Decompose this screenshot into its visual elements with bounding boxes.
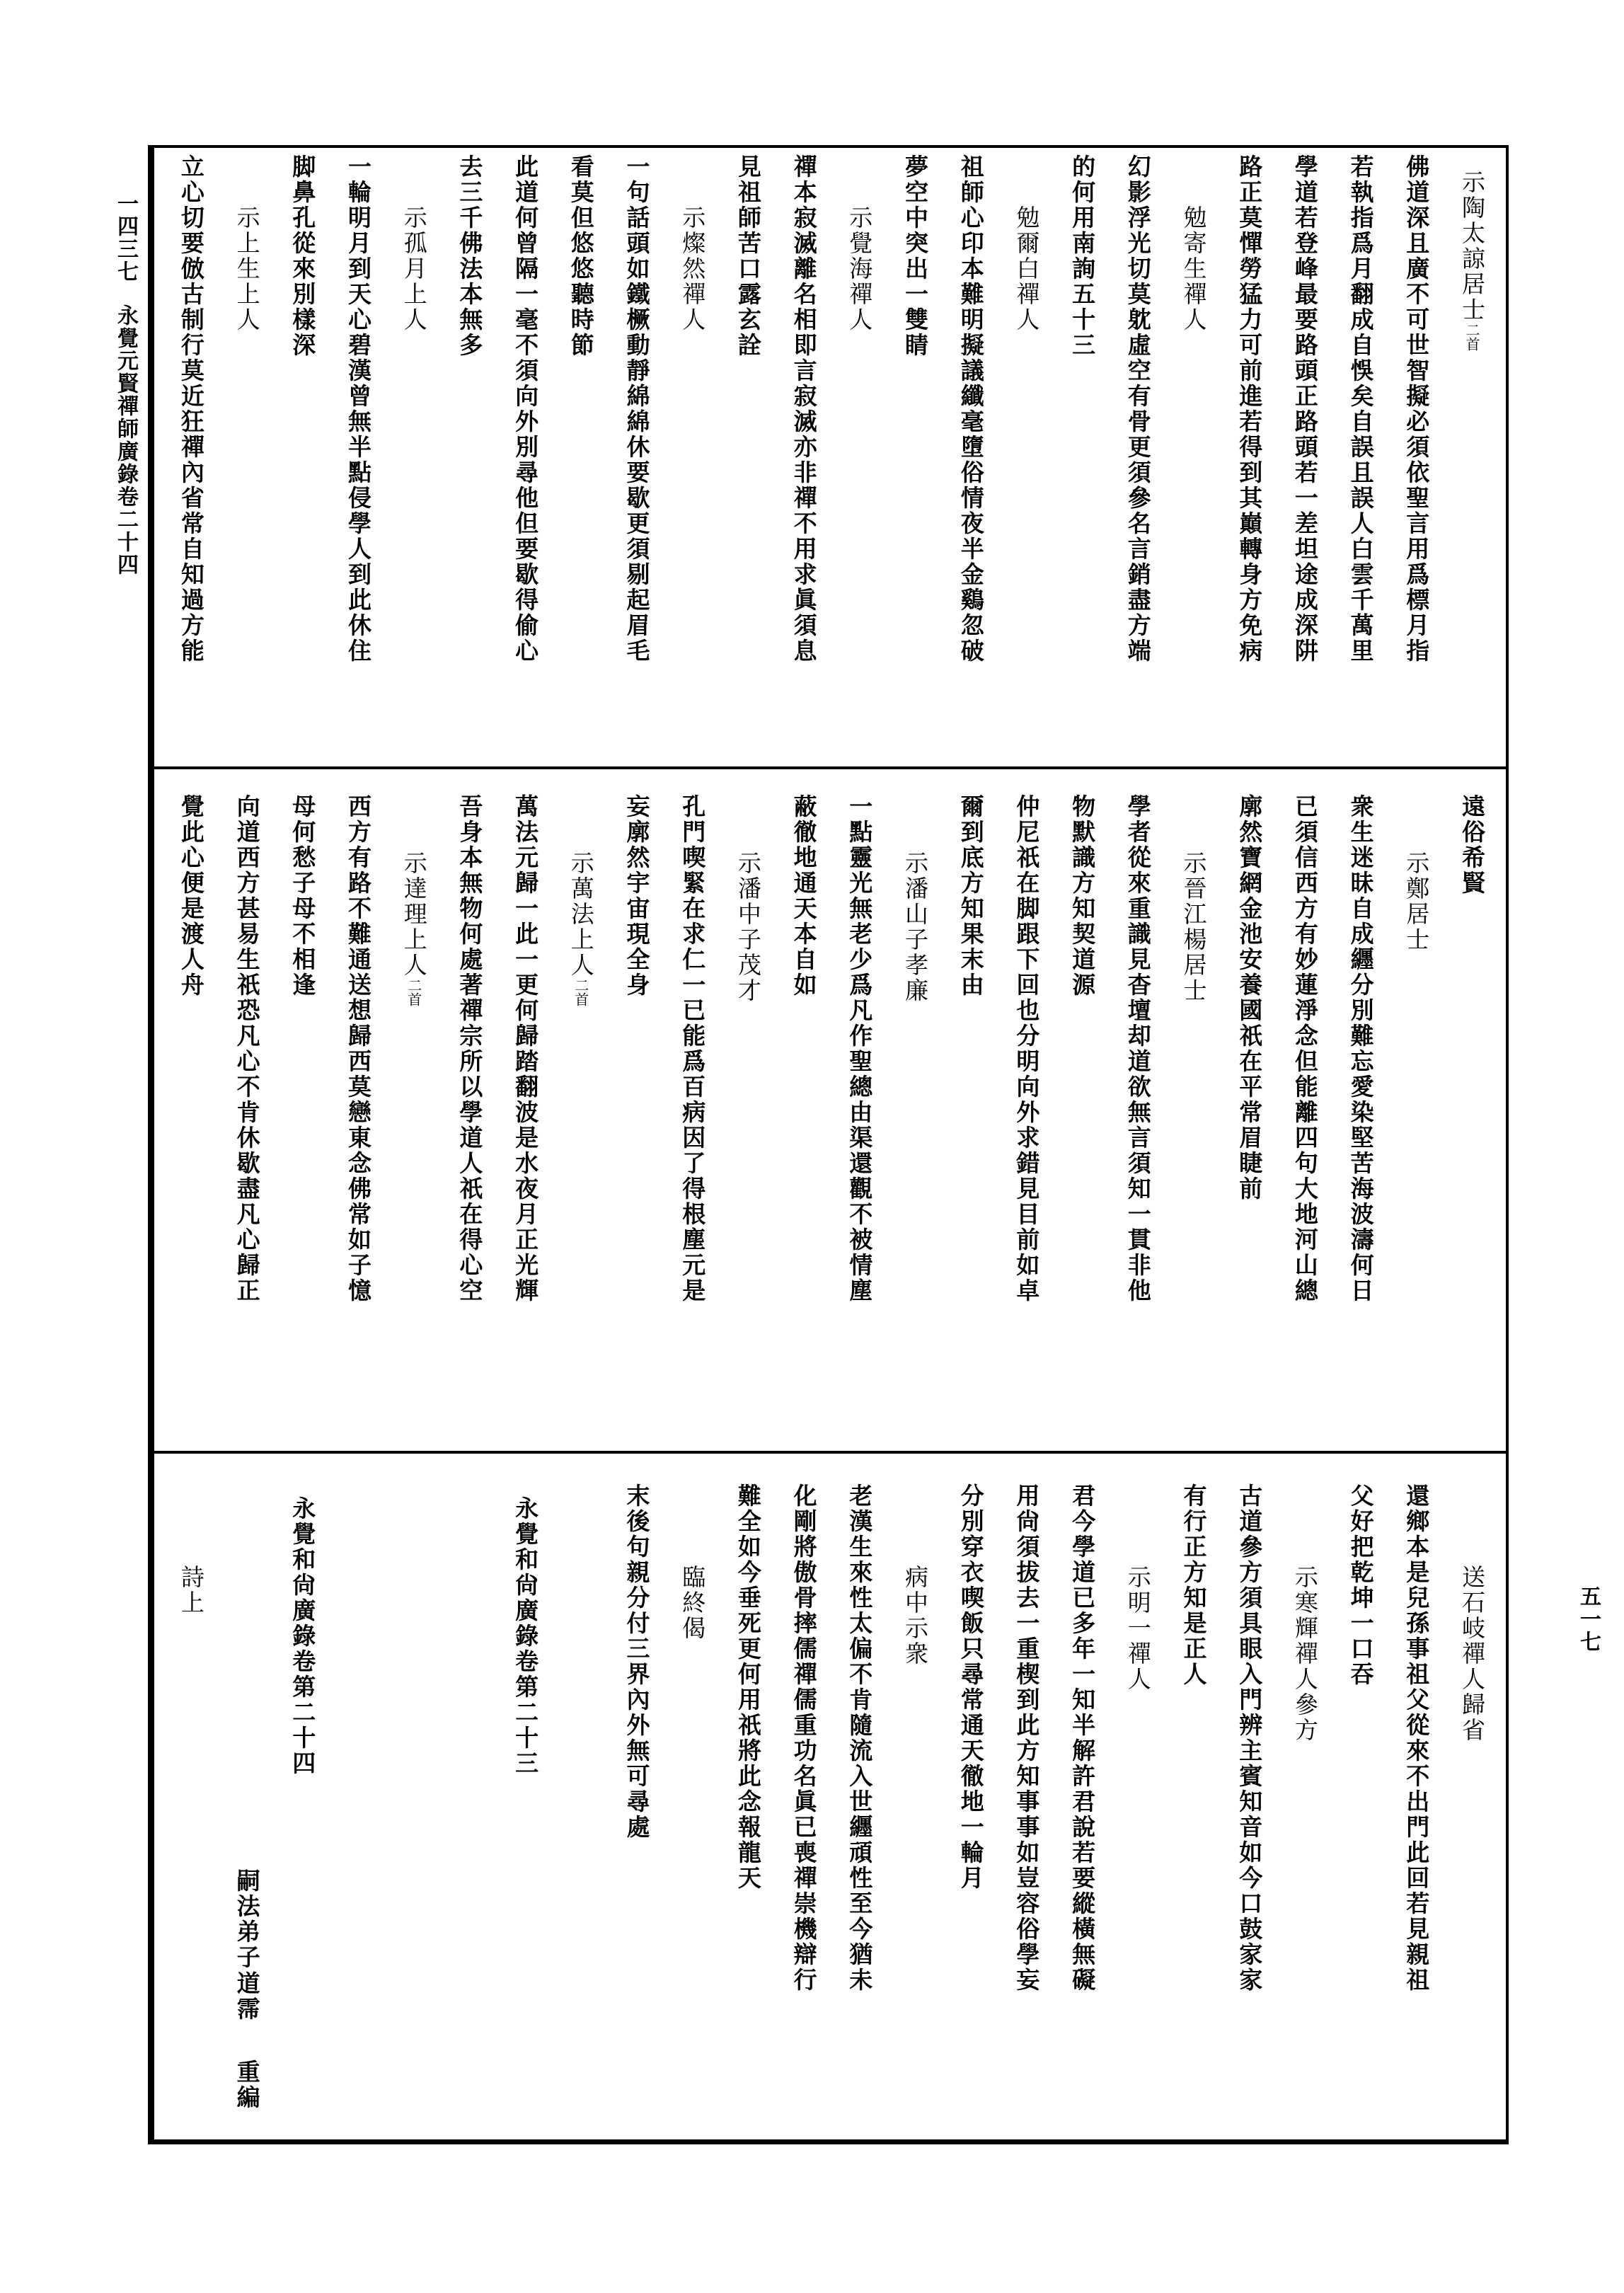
column-text: 古道參方須具眼入門辨主賓知音如今口鼓家家 <box>1236 1483 1264 1993</box>
verse-line <box>1403 154 1429 664</box>
column-text: 脚鼻孔從來別樣深 <box>289 154 317 358</box>
verse-line <box>958 794 984 998</box>
column-text: 末後句親分付三界內外無可尋處 <box>623 1483 651 1840</box>
poem-title <box>902 1565 928 1667</box>
column-text: 一句話頭如鐵橛動靜綿綿休要歇更須剔起眉毛 <box>623 154 651 664</box>
editor-credit-action: 重編 <box>233 2059 261 2110</box>
column-text: 幻影浮光切莫躭虛空有骨更須參名言銷盡方端 <box>1124 154 1152 664</box>
column-text: 覺此心便是渡人舟 <box>177 794 205 998</box>
verse-line <box>1348 794 1374 1304</box>
poem-title <box>1459 1565 1485 1743</box>
verse-line <box>1403 1483 1429 1993</box>
column-text: 祖師心印本難明擬議纖毫墮俗情夜半金鷄忽破 <box>957 154 985 664</box>
column-text: 禪本寂滅離名相即言寂滅亦非禪不用求眞須息 <box>790 154 818 664</box>
verse-line <box>791 1483 817 1993</box>
poem-count-note: 二首 <box>405 978 422 1006</box>
verse-line <box>1236 154 1262 664</box>
column-text: 佛道深且廣不可世智擬必須依聖言用爲標月指 <box>1403 154 1431 664</box>
verse-line <box>624 1483 650 1840</box>
verse-line <box>902 154 928 358</box>
column-text: 路正莫憚勞猛力可前進若得到其巔轉身方免病 <box>1236 154 1264 664</box>
verse-line <box>1069 1483 1095 1993</box>
column-text: 夢空中突出一雙睛 <box>902 154 929 358</box>
poem-title <box>1181 205 1207 333</box>
column-text: 爾到底方知果末由 <box>957 794 985 998</box>
poem-title <box>902 851 928 1004</box>
column-text: 勉寄生禪人 <box>1180 205 1208 333</box>
verse-line <box>1069 794 1095 998</box>
margin-book-title: 永覺元賢禪師廣錄卷二十四 <box>113 304 138 576</box>
column-text: 見祖師苦口露玄詮 <box>734 154 762 358</box>
column-text: 還鄉本是兒孫事祖父從來不出門此回若見親祖 <box>1403 1483 1431 1993</box>
column-text: 蔽徹地通天本自如 <box>790 794 818 998</box>
column-text: 去三千佛法本無多 <box>456 154 484 358</box>
poem-title <box>1403 851 1429 953</box>
column-text: 父好把乾坤一口吞 <box>1347 1483 1375 1687</box>
verse-line <box>1292 794 1318 1304</box>
poem-title <box>401 851 427 1006</box>
verse-line <box>345 794 371 1304</box>
column-text: 衆生迷昧自成纒分別難忘愛染堅苦海波濤何日 <box>1347 794 1375 1304</box>
column-text: 難全如今垂死更何用祇將此念報龍天 <box>734 1483 762 1891</box>
verse-line <box>1348 1483 1374 1687</box>
verse-line <box>1181 1483 1207 1687</box>
column-text: 示潘中子茂才 <box>734 851 762 1004</box>
column-text: 看莫但悠悠聽時節 <box>567 154 595 358</box>
column-text: 用尙須拔去一重楔到此方知事事如豈容俗學妄 <box>1013 1483 1041 1993</box>
column-text: 遠俗希賢 <box>1458 794 1486 896</box>
column-text: 送石岐禪人歸省 <box>1458 1565 1486 1743</box>
column-text: 示明一禪人 <box>1124 1565 1152 1692</box>
column-text: 分別穿衣喫飯只尋常通天徹地一輪月 <box>957 1483 985 1891</box>
verse-line <box>345 154 371 664</box>
verse-line <box>958 1483 984 1891</box>
verse-line <box>1236 1483 1262 1993</box>
verse-line <box>1236 794 1262 1202</box>
poem-title <box>234 205 260 333</box>
verse-line <box>568 154 594 358</box>
editor-credit-name: 道霈 <box>233 1971 261 2022</box>
column-text: 示鄭居士 <box>1403 851 1431 953</box>
editor-credit-role: 嗣法弟子 <box>233 1868 261 1970</box>
column-text: 已須信西方有妙蓮淨念但能離四句大地河山總 <box>1291 794 1319 1304</box>
column-text: 示達理上人 <box>400 851 428 978</box>
column-text: 萬法元歸一此一更何歸踏翻波是水夜月正光輝 <box>512 794 540 1304</box>
verse-line <box>846 794 872 1304</box>
verse-line <box>1013 1483 1039 1993</box>
column-text: 臨終偈 <box>679 1565 707 1641</box>
verse-line <box>1459 794 1485 896</box>
register-divider-upper <box>148 766 1509 769</box>
column-text: 示萬法上人 <box>567 851 595 978</box>
column-text: 向道西方甚易生祇恐凡心不肯休歇盡凡心歸正 <box>233 794 261 1304</box>
verse-line <box>178 154 204 664</box>
column-text: 示陶太諒居士 <box>1458 170 1486 323</box>
register-divider-lower <box>148 1451 1509 1454</box>
column-text: 此道何曾隔一毫不須向外別尋他但要歇得偷心 <box>512 154 540 664</box>
verse-line <box>1292 154 1318 664</box>
poem-title <box>568 851 594 1006</box>
verse-line <box>1013 794 1039 1304</box>
verse-line <box>624 154 650 664</box>
verse-line <box>1069 154 1095 358</box>
poem-title <box>401 205 427 333</box>
column-text: 病中示衆 <box>902 1565 929 1667</box>
poem-title <box>679 205 705 333</box>
verse-line <box>456 154 482 358</box>
column-text: 示覺海禪人 <box>846 205 874 333</box>
column-text: 示燦然禪人 <box>679 205 707 333</box>
column-text: 示孤月上人 <box>400 205 428 333</box>
poem-title <box>735 851 761 1004</box>
poem-title <box>846 205 872 333</box>
page-number: 五一七 <box>1576 1585 1601 1653</box>
column-text: 一點靈光無老少爲凡作聖總由渠還觀不被情塵 <box>846 794 874 1304</box>
column-text: 永覺和尙廣錄卷第二十三 <box>512 1496 540 1776</box>
poem-title <box>1292 1565 1318 1743</box>
poem-count-note: 二首 <box>1463 323 1480 351</box>
column-text: 孔門喫緊在求仁一已能爲百病因了得根塵元是 <box>679 794 707 1304</box>
column-text: 化剛將傲骨摔儒禪儒重功名眞已喪禪崇機辯行 <box>790 1483 818 1993</box>
column-text: 物默識方知契道源 <box>1069 794 1097 998</box>
column-text: 勉爾白禪人 <box>1013 205 1041 333</box>
poem-title <box>1125 1565 1151 1692</box>
poem-title <box>1459 170 1485 351</box>
verse-line <box>1348 154 1374 664</box>
column-text: 示寒輝禪人參方 <box>1291 1565 1319 1743</box>
verse-line <box>456 794 482 1304</box>
column-text: 立心切要倣古制行莫近狂禪內省常自知過方能 <box>177 154 205 664</box>
verse-line <box>289 794 315 998</box>
column-text: 詩上 <box>177 1565 205 1616</box>
poem-title <box>679 1565 705 1641</box>
column-text: 母何愁子母不相逢 <box>289 794 317 998</box>
verse-line <box>624 794 650 998</box>
verse-line <box>178 794 204 998</box>
verse-line <box>791 794 817 998</box>
poem-title <box>1013 205 1039 333</box>
column-text: 吾身本無物何處著禪宗所以學道人祇在得心空 <box>456 794 484 1304</box>
column-text: 君今學道已多年一知半解許君說若要縱橫無礙 <box>1069 1483 1097 1993</box>
column-text: 學道若登峰最要路頭正路頭若一差坦途成深阱 <box>1291 154 1319 664</box>
verse-line <box>791 154 817 664</box>
column-text: 有行正方知是正人 <box>1180 1483 1208 1687</box>
column-text: 示晉江楊居士 <box>1180 851 1208 1004</box>
verse-line <box>289 154 315 358</box>
verse-line <box>958 154 984 664</box>
column-text: 仲尼祇在脚跟下回也分明向外求錯見目前如卓 <box>1013 794 1041 1304</box>
column-text: 學者從來重識見杳壇却道欲無言須知一貫非他 <box>1124 794 1152 1304</box>
verse-line <box>735 1483 761 1891</box>
margin-volume-number: 一四三七 <box>113 192 138 283</box>
verse-line <box>846 1483 872 1993</box>
verse-line <box>735 154 761 358</box>
column-text: 老漢生來性太偏不肯隨流入世纒頑性至今猶未 <box>846 1483 874 1993</box>
column-text: 永覺和尙廣錄卷第二十四 <box>289 1496 317 1776</box>
volume-heading <box>512 1496 538 1776</box>
verse-line <box>512 154 538 664</box>
column-text: 若執指爲月翻成自悞矣自誤且誤人白雲千萬里 <box>1347 154 1375 664</box>
column-text: 的何用南詢五十三 <box>1069 154 1097 358</box>
column-text: 一輪明月到天心碧漢曾無半點侵學人到此休住 <box>345 154 372 664</box>
poem-title <box>1181 851 1207 1004</box>
poem-title <box>178 1565 204 1616</box>
column-text: 妄廓然宇宙現全身 <box>623 794 651 998</box>
verse-line <box>1125 154 1151 664</box>
verse-line <box>679 794 705 1304</box>
column-text: 示潘山子孝廉 <box>902 851 929 1004</box>
verse-line <box>1125 794 1151 1304</box>
poem-count-note: 二首 <box>572 978 589 1006</box>
volume-heading <box>289 1496 315 1776</box>
verse-line <box>512 794 538 1304</box>
column-text: 廓然寶網金池安養國祇在平常眉睫前 <box>1236 794 1264 1202</box>
column-text: 示上生上人 <box>233 205 261 333</box>
verse-line <box>234 794 260 1304</box>
column-text: 西方有路不難通送想歸西莫戀東念佛常如子憶 <box>345 794 372 1304</box>
